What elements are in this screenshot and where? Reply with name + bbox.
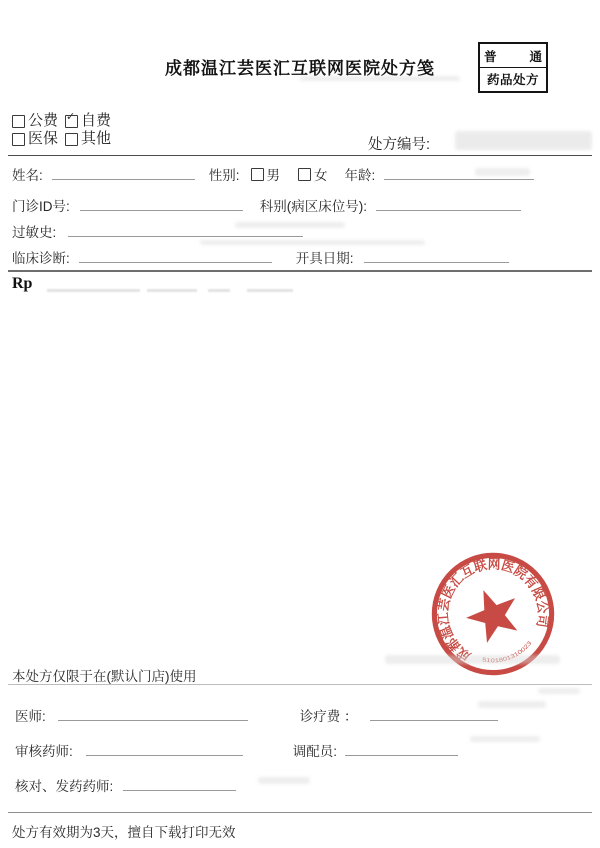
divider bbox=[8, 270, 592, 272]
smudge-artifact bbox=[235, 222, 345, 228]
name-label: 姓名: bbox=[12, 168, 43, 183]
rp-label: Rp bbox=[12, 275, 33, 292]
department-field[interactable] bbox=[376, 195, 521, 211]
signature-row-review bbox=[15, 740, 588, 758]
check-pharmacist-field[interactable] bbox=[123, 775, 236, 791]
prescription-type-line1 bbox=[480, 44, 546, 68]
page-title: 成都温江芸医汇互联网医院处方笺 bbox=[165, 59, 435, 78]
checkbox-female[interactable] bbox=[298, 168, 311, 181]
seal-serial-text: 5101801310023 bbox=[481, 641, 533, 665]
prescription-number-value-blur bbox=[455, 131, 592, 150]
smudge-artifact bbox=[470, 736, 540, 742]
prescription-type-box bbox=[478, 42, 548, 93]
outpatient-id-label: 门诊ID号: bbox=[12, 199, 70, 214]
checkbox-other[interactable] bbox=[65, 133, 78, 146]
checkbox-medical-insurance[interactable] bbox=[12, 133, 25, 146]
name-field[interactable] bbox=[52, 164, 195, 180]
prescription-number-label: 处方编号: bbox=[368, 137, 431, 153]
fee-label: 诊疗费 ： bbox=[299, 709, 358, 724]
smudge-artifact bbox=[200, 240, 425, 245]
gender-label: 性别: bbox=[208, 168, 240, 183]
payment-options bbox=[12, 112, 118, 148]
review-pharmacist-field[interactable] bbox=[86, 740, 243, 756]
smudge-artifact bbox=[538, 688, 580, 694]
checkbox-label: 医保 bbox=[28, 130, 59, 147]
physician-label: 医师: bbox=[15, 709, 46, 724]
usage-note: 本处方仅限于在(默认门店)使用 bbox=[12, 669, 197, 684]
check-mark: ✓ bbox=[66, 110, 76, 123]
dispenser-field[interactable] bbox=[345, 740, 458, 756]
payment-row-1 bbox=[12, 112, 118, 130]
department-label: 科别(病区床位号): bbox=[259, 199, 368, 214]
type-char-right: 通 bbox=[529, 50, 542, 64]
checkbox-label: 公费 bbox=[28, 112, 59, 129]
divider bbox=[8, 812, 592, 813]
checkbox-label: 其他 bbox=[81, 130, 112, 147]
diagnosis-label: 临床诊断: bbox=[12, 251, 70, 266]
seal-star-icon bbox=[459, 580, 527, 646]
smudge-artifact bbox=[147, 289, 197, 292]
smudge-artifact bbox=[475, 168, 530, 176]
validity-note: 处方有效期为3天，擅自下载打印无效 bbox=[12, 825, 236, 840]
prescription-type-line2: 药品处方 bbox=[486, 73, 539, 87]
dispenser-label: 调配员: bbox=[292, 744, 338, 759]
review-pharmacist-label: 审核药师: bbox=[15, 744, 73, 759]
smudge-artifact bbox=[385, 655, 560, 664]
smudge-artifact bbox=[478, 701, 546, 708]
seal-company-text: 成都温江芸医汇互联网医院有限公司 bbox=[435, 556, 551, 665]
patient-row-diagnosis bbox=[12, 247, 588, 265]
smudge-artifact bbox=[47, 289, 140, 292]
female-label: 女 bbox=[314, 168, 328, 183]
divider bbox=[8, 684, 592, 685]
patient-row-id bbox=[12, 195, 588, 213]
divider bbox=[8, 155, 592, 156]
smudge-artifact bbox=[247, 289, 293, 292]
smudge-artifact bbox=[208, 289, 230, 292]
type-char-left: 普 bbox=[484, 50, 497, 64]
hospital-seal bbox=[421, 542, 565, 686]
age-label: 年龄: bbox=[344, 168, 376, 183]
checkbox-public-expense[interactable] bbox=[12, 115, 25, 128]
checkbox-self-pay[interactable] bbox=[65, 110, 78, 128]
check-pharmacist-label: 核对、发药药师: bbox=[15, 779, 114, 794]
payment-row-2 bbox=[12, 130, 118, 148]
diagnosis-field[interactable] bbox=[79, 247, 272, 263]
outpatient-id-field[interactable] bbox=[80, 195, 243, 211]
issue-date-label: 开具日期: bbox=[295, 251, 354, 266]
allergy-label: 过敏史: bbox=[12, 225, 57, 240]
male-label: 男 bbox=[266, 168, 281, 183]
physician-field[interactable] bbox=[58, 705, 248, 721]
seal-graphic bbox=[421, 542, 565, 686]
smudge-artifact bbox=[258, 777, 310, 784]
checkbox-label: 自费 bbox=[81, 112, 112, 129]
smudge-artifact bbox=[300, 76, 460, 81]
issue-date-field[interactable] bbox=[364, 247, 509, 263]
checkbox-male[interactable] bbox=[251, 168, 264, 181]
